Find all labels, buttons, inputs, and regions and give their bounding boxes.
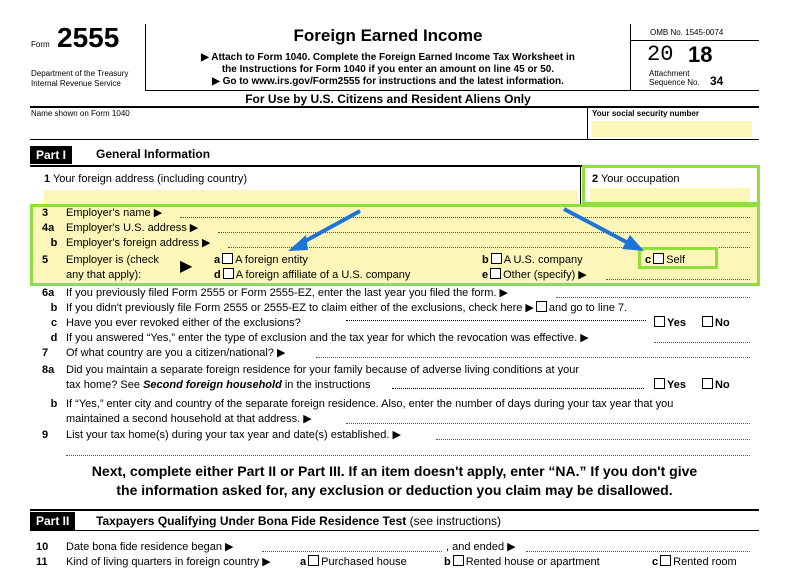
tax-year-suffix: 18 bbox=[688, 42, 713, 67]
line-8a-no: No bbox=[700, 378, 730, 392]
line-6c-no: No bbox=[700, 316, 730, 330]
rented-house-checkbox[interactable] bbox=[453, 555, 464, 566]
purchased-house-checkbox[interactable] bbox=[308, 555, 319, 566]
line-5-label-2: any that apply): bbox=[66, 269, 142, 281]
line-1-label: 1 Your foreign address (including country) bbox=[44, 173, 248, 185]
line-6a-label: 6a If you previously filed Form 2555 or Form 2555-EZ, enter the last year you filed the form. ▶ bbox=[42, 287, 508, 299]
revoked-yes-checkbox[interactable] bbox=[654, 316, 665, 327]
option-d: d A foreign affiliate of a U.S. company bbox=[214, 269, 411, 281]
line-10-label: 10 Date bona fide residence began ▶ bbox=[36, 541, 234, 553]
line-8a-yes: Yes bbox=[652, 378, 686, 392]
part1-badge: Part I bbox=[30, 146, 72, 164]
notice-line-2: the information asked for, any exclusion or deduction you claim may be disallowed. bbox=[116, 482, 673, 498]
tax-home-field-2[interactable] bbox=[66, 455, 750, 456]
line-4a-label: 4a Employer's U.S. address ▶ bbox=[42, 222, 199, 234]
employer-highlight-box bbox=[30, 204, 760, 286]
separate-household-yes-checkbox[interactable] bbox=[654, 378, 665, 389]
arrow-to-self-icon bbox=[560, 203, 650, 255]
form-word: Form bbox=[31, 40, 50, 49]
line-11-label: 11 Kind of living quarters in foreign country ▶ bbox=[36, 556, 271, 568]
attach-line-1: ▶ Attach to Form 1040. Complete the Foreign Earned Income Tax Worksheet in bbox=[201, 52, 575, 63]
line-5-label: 5 Employer is (check bbox=[42, 254, 159, 266]
part2-title: Taxpayers Qualifying Under Bona Fide Residence Test (see instructions) bbox=[96, 514, 502, 528]
goto-line: ▶ Go to www.irs.gov/Form2555 for instructions and the latest information. bbox=[212, 76, 564, 87]
rented-room-checkbox[interactable] bbox=[660, 555, 671, 566]
form-title: Foreign Earned Income bbox=[293, 26, 483, 45]
attach-line-2: the Instructions for Form 1040 if you enter an amount on line 45 or 50. bbox=[221, 64, 555, 75]
line-3-label: 3 Employer's name ▶ bbox=[42, 207, 163, 219]
line-2-label: 2 Your occupation bbox=[592, 173, 680, 185]
name-label: Name shown on Form 1040 bbox=[31, 109, 130, 118]
residence-began-field[interactable] bbox=[262, 551, 442, 552]
quarters-option-b: b Rented house or apartment bbox=[444, 556, 600, 568]
notice-line-1: Next, complete either Part II or Part III. If an item doesn't apply, enter “NA.” If you don't give bbox=[91, 463, 698, 479]
occupation-highlight-box bbox=[582, 165, 760, 205]
residence-ended-field[interactable] bbox=[526, 551, 750, 552]
option-a: a A foreign entity bbox=[214, 254, 308, 266]
omb-number: OMB No. 1545-0074 bbox=[650, 28, 724, 37]
brace-arrow-icon: ▶ bbox=[180, 258, 193, 275]
arrow-to-foreign-entity-icon bbox=[280, 205, 370, 255]
for-use-banner: For Use by U.S. Citizens and Resident Aliens Only bbox=[245, 92, 531, 106]
name-field[interactable] bbox=[30, 120, 587, 138]
last-year-filed-field[interactable] bbox=[556, 297, 750, 298]
line-6c-label: c Have you ever revoked either of the exclusions? bbox=[50, 317, 301, 329]
attachment-label: Attachment bbox=[649, 69, 690, 78]
ssn-label: Your social security number bbox=[592, 109, 699, 118]
quarters-option-c: c Rented room bbox=[652, 556, 737, 568]
quarters-option-a: a Purchased house bbox=[300, 556, 407, 568]
sequence-number: 34 bbox=[710, 74, 724, 88]
line-8b-label-2: maintained a second household at that address. ▶ bbox=[66, 413, 312, 425]
line-4b-label: b Employer's foreign address ▶ bbox=[50, 237, 211, 249]
line-6d-label: d If you answered “Yes,” enter the type of exclusion and the tax year for which the revocation was effective. ▶ bbox=[50, 332, 589, 344]
line-8b-label: b If “Yes,” enter city and country of the separate foreign residence. Also, enter the number of days during your tax year that you bbox=[50, 398, 674, 410]
sequence-label: Sequence No. bbox=[649, 78, 700, 87]
separate-household-no-checkbox[interactable] bbox=[702, 378, 713, 389]
line-8a-label-2: tax home? See Second foreign household in the instructions bbox=[66, 379, 371, 391]
dept-line-1: Department of the Treasury bbox=[31, 69, 129, 78]
option-b: b A U.S. company bbox=[482, 254, 583, 266]
revocation-field[interactable] bbox=[654, 342, 750, 343]
tax-year-prefix: 20 bbox=[647, 42, 674, 67]
line-7-label: 7 Of what country are you a citizen/national? ▶ bbox=[42, 347, 286, 359]
foreign-address-field[interactable] bbox=[44, 190, 578, 204]
option-c: c Self bbox=[645, 254, 686, 266]
option-e: e Other (specify) ▶ bbox=[482, 269, 587, 281]
line-8a-label: 8a Did you maintain a separate foreign residence for your family because of adverse living conditions at your bbox=[42, 364, 579, 376]
citizenship-field[interactable] bbox=[316, 357, 750, 358]
tax-home-field[interactable] bbox=[436, 439, 750, 440]
form-number: 2555 bbox=[57, 22, 120, 53]
revoked-no-checkbox[interactable] bbox=[702, 316, 713, 327]
ssn-field[interactable] bbox=[592, 121, 752, 137]
part2-badge: Part II bbox=[30, 512, 75, 530]
not-previously-filed-checkbox[interactable] bbox=[536, 301, 547, 312]
line-10-end-label: , and ended ▶ bbox=[446, 541, 516, 553]
part1-title: General Information bbox=[96, 147, 211, 161]
line-6c-yes: Yes bbox=[652, 316, 686, 330]
line-6b-label: b If you didn't previously file Form 2555 or 2555-EZ to claim either of the exclusions, check here ▶ and go to line 7. bbox=[50, 302, 628, 314]
dept-line-2: Internal Revenue Service bbox=[31, 79, 121, 88]
second-household-field[interactable] bbox=[346, 423, 750, 424]
line-9-label: 9 List your tax home(s) during your tax year and date(s) established. ▶ bbox=[42, 429, 401, 441]
